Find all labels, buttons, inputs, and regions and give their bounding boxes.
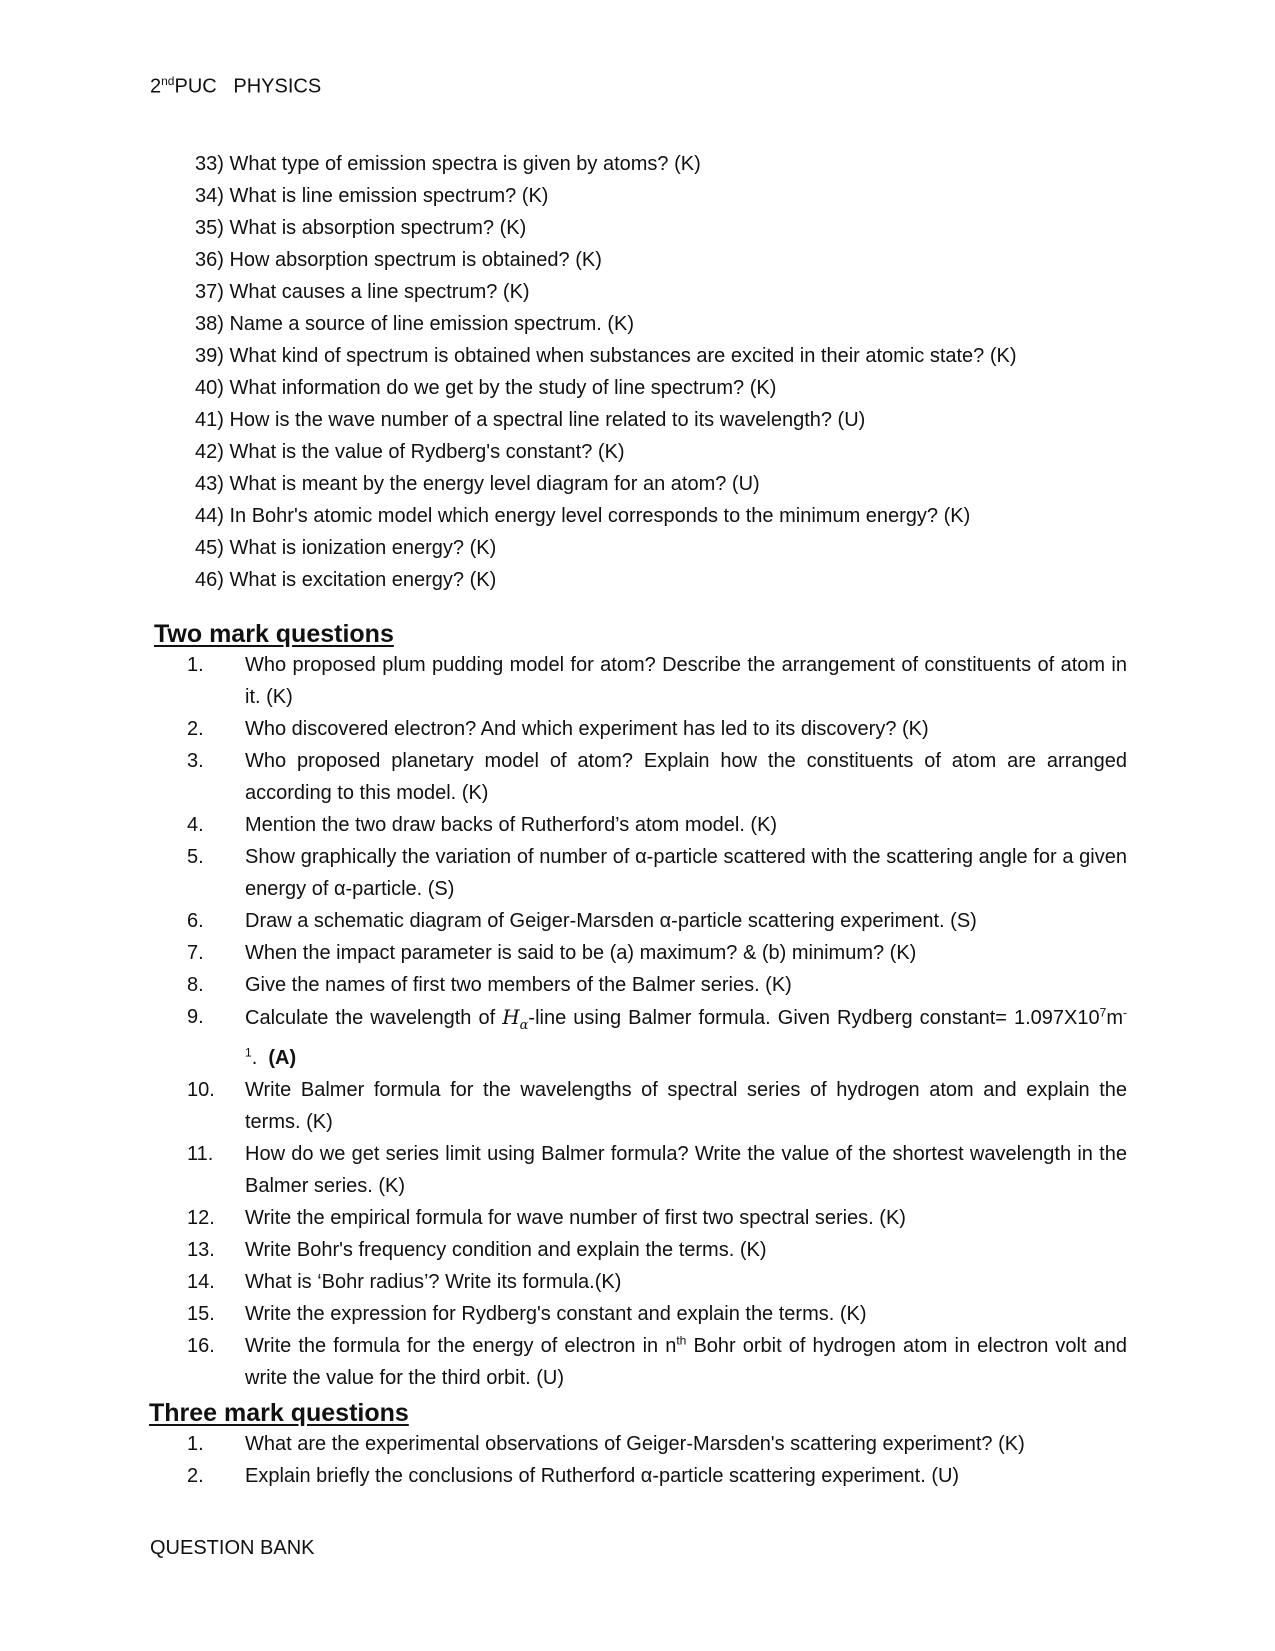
difficulty-tag: (A) — [268, 1047, 297, 1069]
question-item: 45) What is ionization energy? (K) — [195, 537, 497, 559]
question-item: 46) What is excitation energy? (K) — [195, 569, 497, 591]
question-text-part: Calculate the wavelength of — [245, 1007, 503, 1029]
question-number: 10. — [187, 1079, 215, 1101]
question-item — [170, 1202, 1127, 1234]
question-number: 13. — [187, 1239, 215, 1261]
h-alpha-symbol — [502, 1005, 529, 1033]
question-text: How do we get series limit using Balmer formula? Write the value of the shortest wavelength in the Balmer series. (K) — [245, 1143, 1127, 1197]
question-item — [170, 1001, 1127, 1074]
question-number: 16. — [187, 1335, 215, 1357]
question-text-part: . — [251, 1047, 269, 1069]
question-text — [245, 1001, 1127, 1074]
question-number: 6. — [187, 910, 204, 932]
question-number: 2. — [187, 1465, 204, 1487]
question-text: Who discovered electron? And which experiment has led to its discovery? (K) — [245, 718, 929, 740]
question-number: 7. — [187, 942, 204, 964]
question-number: 1. — [187, 1433, 204, 1455]
question-text: Write Balmer formula for the wavelengths of spectral series of hydrogen atom and explain the terms. (K) — [245, 1079, 1127, 1133]
question-text: Show graphically the variation of number of α-particle scattered with the scattering angle for a given energy of α-particle. (S) — [245, 846, 1127, 900]
question-item — [170, 649, 1127, 713]
unit: m — [1106, 1007, 1123, 1029]
question-text-part: Write the formula for the energy of electron in n — [245, 1335, 677, 1357]
question-text: Who proposed plum pudding model for atom? Describe the arrangement of constituents of atom in it. (K) — [245, 654, 1127, 708]
exponent: 7 — [1099, 1005, 1107, 1020]
question-text: Explain briefly the conclusions of Rutherford α-particle scattering experiment. (U) — [245, 1465, 960, 1487]
question-item — [170, 1074, 1127, 1138]
question-item — [170, 841, 1127, 905]
question-text: What is ‘Bohr radius’? Write its formula.(K) — [245, 1271, 622, 1293]
question-text: What are the experimental observations of Geiger-Marsden's scattering experiment? (K) — [245, 1433, 1025, 1455]
question-item — [170, 809, 1127, 841]
question-text-part: Bohr orbit of hydrogen atom in electron volt and write the value for the third orbit. (U) — [245, 1335, 1127, 1389]
question-item: 36) How absorption spectrum is obtained? (K) — [195, 249, 602, 271]
question-text: Mention the two draw backs of Rutherford’s atom model. (K) — [245, 814, 778, 836]
question-item — [170, 713, 1127, 745]
question-item — [170, 937, 1127, 969]
question-text: Write the empirical formula for wave number of first two spectral series. (K) — [245, 1207, 906, 1229]
question-item: 33) What type of emission spectra is given by atoms? (K) — [195, 153, 701, 175]
question-number: 14. — [187, 1271, 215, 1293]
question-item — [170, 1460, 1127, 1492]
symbol-letter: H — [502, 1005, 520, 1029]
exponent: -1 — [245, 1005, 1127, 1060]
question-item: 40) What information do we get by the study of line spectrum? (K) — [195, 377, 777, 399]
question-item: 38) Name a source of line emission spectrum. (K) — [195, 313, 635, 335]
two-mark-question-list — [170, 649, 1127, 1394]
one-mark-question-list — [195, 148, 1095, 596]
question-number: 12. — [187, 1207, 215, 1229]
question-number: 15. — [187, 1303, 215, 1325]
question-number: 1. — [187, 654, 204, 676]
three-mark-section-title: Three mark questions — [149, 1399, 409, 1427]
question-item — [170, 745, 1127, 809]
question-item: 35) What is absorption spectrum? (K) — [195, 217, 527, 239]
two-mark-section-title: Two mark questions — [154, 620, 394, 648]
question-text: Who proposed planetary model of atom? Explain how the constituents of atom are arranged according to this model. (K) — [245, 750, 1127, 804]
question-item — [170, 1428, 1127, 1460]
question-item — [170, 969, 1127, 1001]
question-text: Give the names of first two members of the Balmer series. (K) — [245, 974, 792, 996]
question-number: 11. — [187, 1143, 214, 1165]
question-item — [170, 1266, 1127, 1298]
header-prefix: 2 — [150, 75, 162, 98]
question-item: 39) What kind of spectrum is obtained when substances are excited in their atomic state? (K) — [195, 345, 1017, 367]
question-number: 4. — [187, 814, 204, 836]
question-item — [170, 1298, 1127, 1330]
superscript: th — [676, 1333, 687, 1348]
question-text — [245, 1330, 1127, 1394]
page-header — [150, 74, 321, 99]
question-text: Draw a schematic diagram of Geiger-Marsden α-particle scattering experiment. (S) — [245, 910, 977, 932]
three-mark-question-list — [170, 1428, 1127, 1492]
question-item: 41) How is the wave number of a spectral line related to its wavelength? (U) — [195, 409, 866, 431]
question-item: 43) What is meant by the energy level diagram for an atom? (U) — [195, 473, 760, 495]
question-item: 37) What causes a line spectrum? (K) — [195, 281, 530, 303]
question-item — [170, 1234, 1127, 1266]
question-item — [170, 1138, 1127, 1202]
question-text: When the impact parameter is said to be (a) maximum? & (b) minimum? (K) — [245, 942, 917, 964]
header-title: PUC PHYSICS — [174, 75, 322, 98]
question-text: Write the expression for Rydberg's constant and explain the terms. (K) — [245, 1303, 867, 1325]
page-footer: QUESTION BANK — [150, 1537, 315, 1559]
question-number: 8. — [187, 974, 204, 996]
question-number: 2. — [187, 718, 204, 740]
question-item: 42) What is the value of Rydberg's constant? (K) — [195, 441, 625, 463]
question-text-part: -line using Balmer formula. Given Rydberg constant= 1.097X10 — [528, 1007, 1100, 1029]
question-text: Write Bohr's frequency condition and explain the terms. (K) — [245, 1239, 767, 1261]
symbol-subscript: α — [519, 1018, 529, 1033]
header-superscript: nd — [161, 74, 175, 88]
question-number: 9. — [187, 1006, 204, 1028]
question-item: 34) What is line emission spectrum? (K) — [195, 185, 549, 207]
question-number: 5. — [187, 846, 204, 868]
question-number: 3. — [187, 750, 204, 772]
question-item — [170, 1330, 1127, 1394]
question-item — [170, 905, 1127, 937]
question-item: 44) In Bohr's atomic model which energy level corresponds to the minimum energy? (K) — [195, 505, 971, 527]
